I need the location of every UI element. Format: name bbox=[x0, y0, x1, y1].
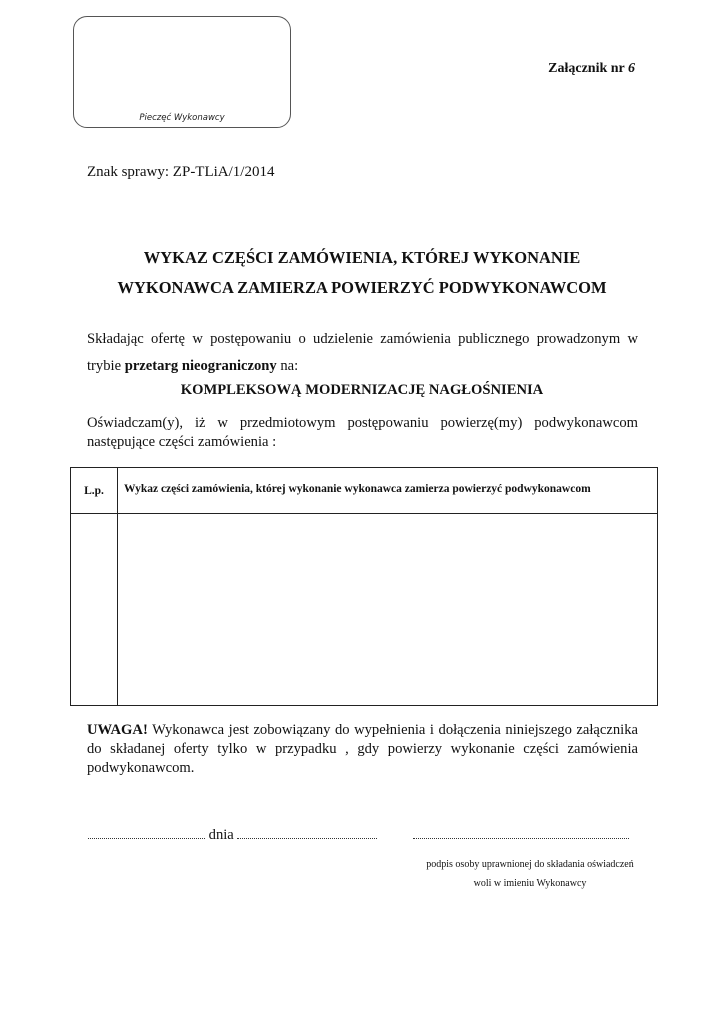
declaration-paragraph: Oświadczam(y), iż w przedmiotowym postępowaniu powierzę(my) podwykonawcom następujące części zamówienia : bbox=[87, 415, 638, 450]
intro-text-end: na: bbox=[276, 358, 299, 374]
table-header-row bbox=[71, 468, 658, 514]
date-dots bbox=[237, 826, 377, 839]
header-lp: L.p. bbox=[71, 468, 118, 514]
date-line bbox=[88, 826, 377, 844]
signature-line bbox=[413, 826, 629, 844]
subcontract-table bbox=[70, 467, 658, 706]
signature-caption-1: podpis osoby uprawnionej do składania oświadczeń bbox=[426, 859, 634, 870]
warning-label: UWAGA! bbox=[87, 722, 148, 738]
procedure-type: przetarg nieograniczony bbox=[124, 358, 277, 374]
signature-dots bbox=[413, 826, 629, 839]
stamp-label: Pieczęć Wykonawcy bbox=[139, 113, 225, 123]
attachment-number bbox=[548, 61, 635, 77]
cell-lp-empty[interactable] bbox=[71, 514, 118, 706]
intro-paragraph bbox=[87, 326, 638, 380]
intro-text-start: Składając ofertę w postępowaniu o udzielenie zamówienia publicznego prowadzonym w trybie bbox=[87, 331, 638, 374]
table-row bbox=[71, 514, 658, 706]
case-reference: Znak sprawy: ZP-TLiA/1/2014 bbox=[87, 164, 275, 180]
signature-caption-2: woli w imieniu Wykonawcy bbox=[473, 878, 587, 889]
header-description: Wykaz części zamówienia, której wykonanie wykonawca zamierza powierzyć podwykonawcom bbox=[118, 468, 658, 514]
attachment-num: 6 bbox=[628, 61, 635, 76]
place-dots bbox=[88, 826, 205, 839]
attachment-prefix: Załącznik nr bbox=[548, 61, 625, 76]
warning-paragraph bbox=[87, 721, 638, 778]
date-word: dnia bbox=[208, 827, 234, 843]
cell-description-empty[interactable] bbox=[118, 514, 658, 706]
title-line-2: WYKONAWCA ZAMIERZA POWIERZYĆ PODWYKONAWCOM bbox=[117, 278, 607, 297]
procurement-subject: KOMPLEKSOWĄ MODERNIZACJĘ NAGŁOŚNIENIA bbox=[180, 382, 544, 398]
title-line-1: WYKAZ CZĘŚCI ZAMÓWIENIA, KTÓREJ WYKONANIE bbox=[143, 248, 581, 267]
contractor-stamp-box bbox=[73, 16, 291, 128]
document-title bbox=[60, 243, 664, 303]
warning-text: Wykonawca jest zobowiązany do wypełnienia i dołączenia niniejszego załącznika do składanej oferty tylko w przypadku , gdy powierzy wykonanie części zamówienia podwykonawcom. bbox=[87, 722, 638, 776]
